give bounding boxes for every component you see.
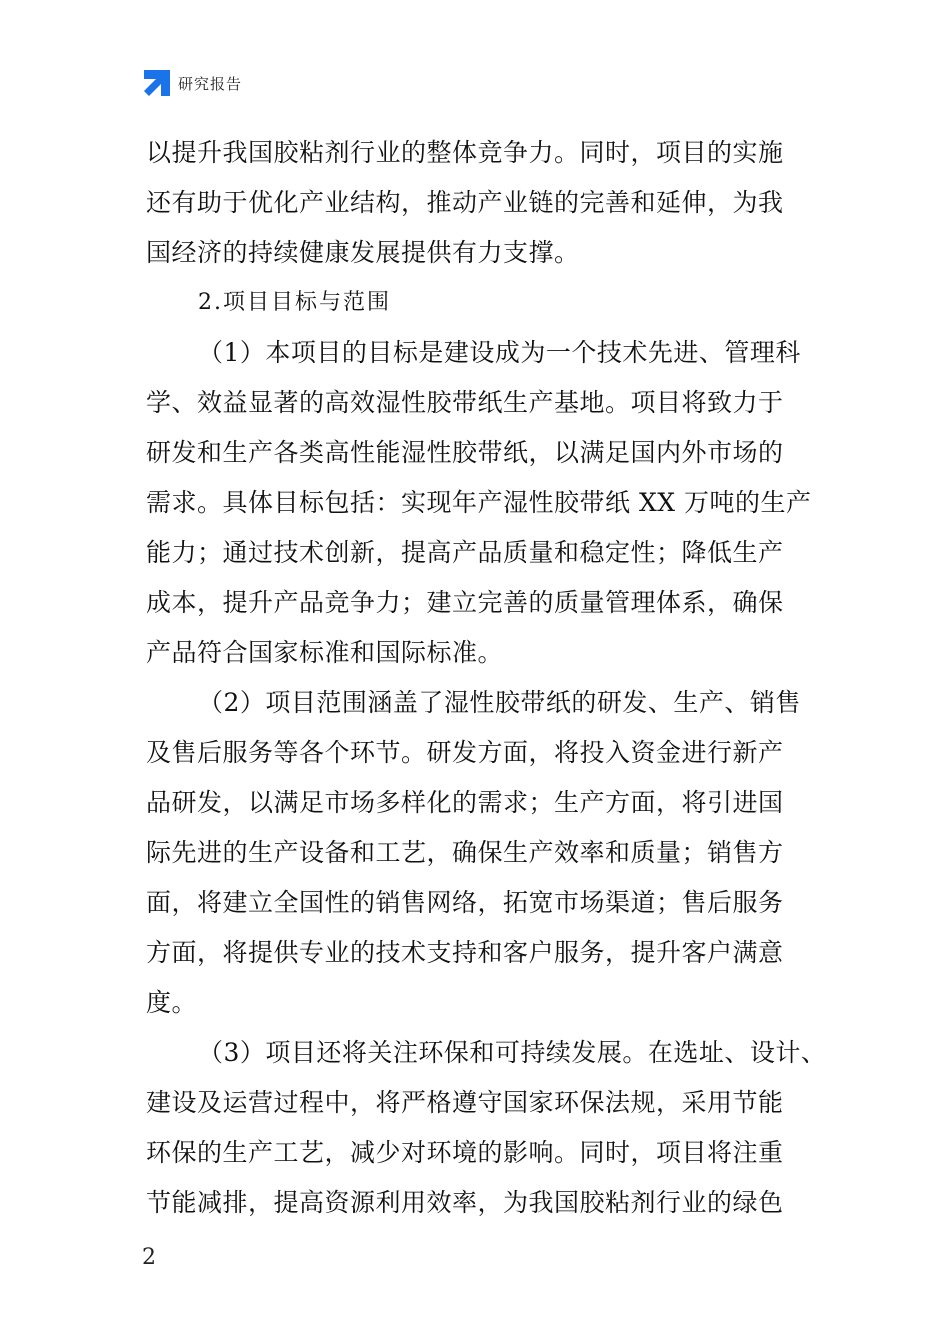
paragraph-line: 面，将建立全国性的销售网络，拓宽市场渠道；售后服务	[146, 888, 784, 917]
page-header	[144, 68, 242, 98]
paragraph-line: （1）本项目的目标是建设成为一个技术先进、管理科	[198, 338, 801, 367]
arrow-up-right-logo-icon	[144, 70, 170, 96]
paragraph-line: （2）项目范围涵盖了湿性胶带纸的研发、生产、销售	[198, 688, 801, 717]
paragraph-line: 方面，将提供专业的技术支持和客户服务，提升客户满意	[146, 938, 784, 967]
paragraph-line: 以提升我国胶粘剂行业的整体竞争力。同时，项目的实施	[146, 138, 784, 167]
paragraph-line: （3）项目还将关注环保和可持续发展。在选址、设计、	[198, 1038, 827, 1067]
document-body	[146, 128, 827, 1228]
section-heading: 2.项目目标与范围	[198, 290, 391, 315]
paragraph-line: 建设及运营过程中，将严格遵守国家环保法规，采用节能	[146, 1088, 784, 1117]
paragraph-line: 品研发，以满足市场多样化的需求；生产方面，将引进国	[146, 788, 784, 817]
paragraph-line: 际先进的生产设备和工艺，确保生产效率和质量；销售方	[146, 838, 784, 867]
paragraph-line: 研发和生产各类高性能湿性胶带纸，以满足国内外市场的	[146, 438, 784, 467]
paragraph-line: 需求。具体目标包括：实现年产湿性胶带纸 XX 万吨的生产	[146, 488, 812, 517]
paragraph-line: 学、效益显著的高效湿性胶带纸生产基地。项目将致力于	[146, 388, 784, 417]
paragraph-line: 产品符合国家标准和国际标准。	[146, 638, 504, 667]
header-title: 研究报告	[178, 74, 243, 93]
page-number: 2	[142, 1245, 156, 1270]
paragraph-line: 节能减排，提高资源利用效率，为我国胶粘剂行业的绿色	[146, 1188, 784, 1217]
paragraph-line: 及售后服务等各个环节。研发方面，将投入资金进行新产	[146, 738, 784, 767]
paragraph-line: 国经济的持续健康发展提供有力支撑。	[146, 238, 580, 267]
paragraph-line: 度。	[146, 988, 198, 1017]
paragraph-line: 成本，提升产品竞争力；建立完善的质量管理体系，确保	[146, 588, 784, 617]
paragraph-line: 环保的生产工艺，减少对环境的影响。同时，项目将注重	[146, 1138, 784, 1167]
paragraph-line: 还有助于优化产业结构，推动产业链的完善和延伸，为我	[146, 188, 784, 217]
paragraph-line: 能力；通过技术创新，提高产品质量和稳定性；降低生产	[146, 538, 784, 567]
